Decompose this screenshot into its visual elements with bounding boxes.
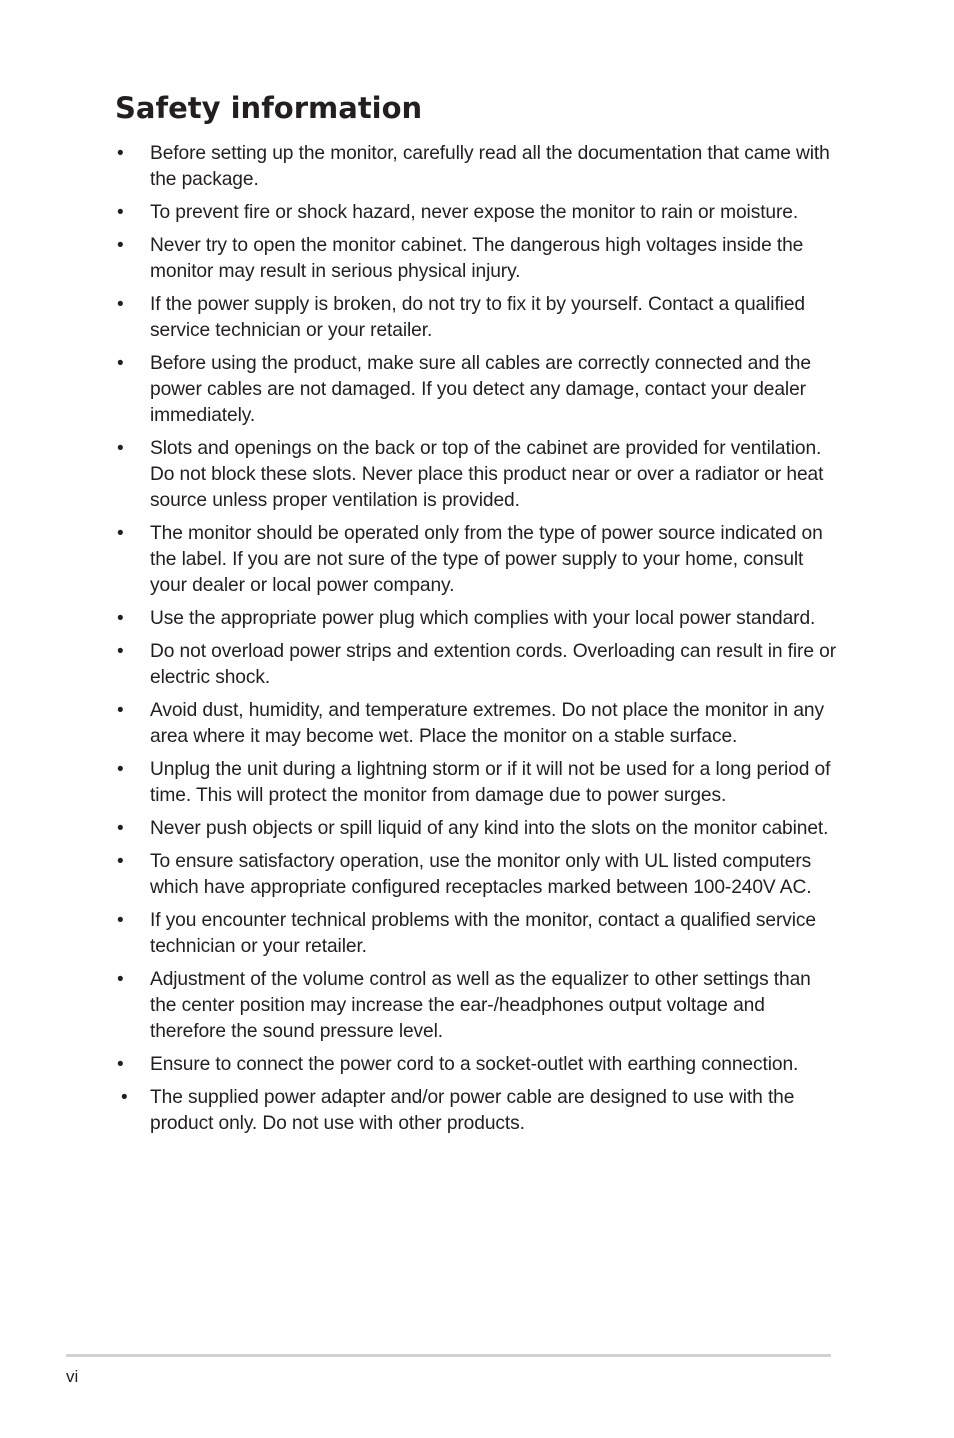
list-item-text: The supplied power adapter and/or power cable are designed to use with the product only. Do not use with other products.: [150, 1087, 795, 1134]
list-item-text: Unplug the unit during a lightning storm or if it will not be used for a long period of time. This will protect the monitor from damage due to power surges.: [150, 759, 831, 806]
bullet-icon: •: [121, 1087, 128, 1108]
bullet-icon: •: [117, 1054, 124, 1075]
list-item-text: The monitor should be operated only from the type of power source indicated on the label. If you are not sure of the type of power supply to your home, consult your dealer or local power company.: [150, 523, 823, 596]
bullet-icon: •: [117, 235, 124, 256]
list-item: [0, 698, 840, 750]
list-item-text: If the power supply is broken, do not try to fix it by yourself. Contact a qualified service technician or your retailer.: [150, 294, 805, 341]
list-item-text: Never push objects or spill liquid of any kind into the slots on the monitor cabinet.: [150, 818, 829, 839]
list-item: [0, 606, 840, 632]
page-title: Safety information: [115, 91, 423, 125]
list-item-text: Ensure to connect the power cord to a socket-outlet with earthing connection.: [150, 1054, 799, 1075]
list-item: [0, 639, 840, 691]
bullet-icon: •: [117, 969, 124, 990]
footer-divider: [66, 1354, 831, 1357]
bullet-icon: •: [117, 818, 124, 839]
list-item: [0, 521, 840, 599]
list-item: [0, 200, 840, 226]
bullet-icon: •: [117, 523, 124, 544]
list-item: [0, 1085, 840, 1137]
bullet-icon: •: [117, 438, 124, 459]
list-item-text: Before using the product, make sure all cables are correctly connected and the power cables are not damaged. If you detect any damage, contact your dealer immediately.: [150, 353, 811, 426]
list-item-text: Never try to open the monitor cabinet. The dangerous high voltages inside the monitor may result in serious physical injury.: [150, 235, 804, 282]
list-item-text: To ensure satisfactory operation, use the monitor only with UL listed computers which have appropriate configured receptacles marked between 100-240V AC.: [150, 851, 812, 898]
list-item-text: Do not overload power strips and extention cords. Overloading can result in fire or electric shock.: [150, 641, 837, 688]
bullet-icon: •: [117, 202, 124, 223]
bullet-icon: •: [117, 608, 124, 629]
list-item-text: Use the appropriate power plug which complies with your local power standard.: [150, 608, 816, 629]
list-item-text: Avoid dust, humidity, and temperature extremes. Do not place the monitor in any area where it may become wet. Place the monitor on a stable surface.: [150, 700, 824, 747]
page-number: vi: [66, 1367, 79, 1386]
list-item: [0, 292, 840, 344]
list-item: [0, 849, 840, 901]
list-item: [0, 757, 840, 809]
list-item-text: Adjustment of the volume control as well as the equalizer to other settings than the center position may increase the ear-/headphones output voltage and therefore the sound pressure level.: [150, 969, 811, 1042]
list-item: [0, 141, 840, 193]
bullet-icon: •: [117, 700, 124, 721]
list-item: [0, 816, 840, 842]
list-item: [0, 233, 840, 285]
list-item-text: To prevent fire or shock hazard, never expose the monitor to rain or moisture.: [150, 202, 799, 223]
bullet-icon: •: [117, 294, 124, 315]
bullet-icon: •: [117, 143, 124, 164]
list-item-text: Before setting up the monitor, carefully read all the documentation that came with the package.: [150, 143, 830, 190]
bullet-icon: •: [117, 641, 124, 662]
list-item: [0, 1052, 840, 1078]
bullet-icon: •: [117, 759, 124, 780]
list-item: [0, 436, 840, 514]
list-item-text: Slots and openings on the back or top of the cabinet are provided for ventilation. Do not block these slots. Never place this product near or over a radiator or heat source unless proper ventilation is provided.: [150, 438, 824, 511]
bullet-icon: •: [117, 910, 124, 931]
list-item: [0, 967, 840, 1045]
bullet-icon: •: [117, 851, 124, 872]
bullet-icon: •: [117, 353, 124, 374]
list-item: [0, 908, 840, 960]
list-item: [0, 351, 840, 429]
safety-list: [0, 141, 954, 1144]
list-item-text: If you encounter technical problems with the monitor, contact a qualified service technician or your retailer.: [150, 910, 816, 957]
